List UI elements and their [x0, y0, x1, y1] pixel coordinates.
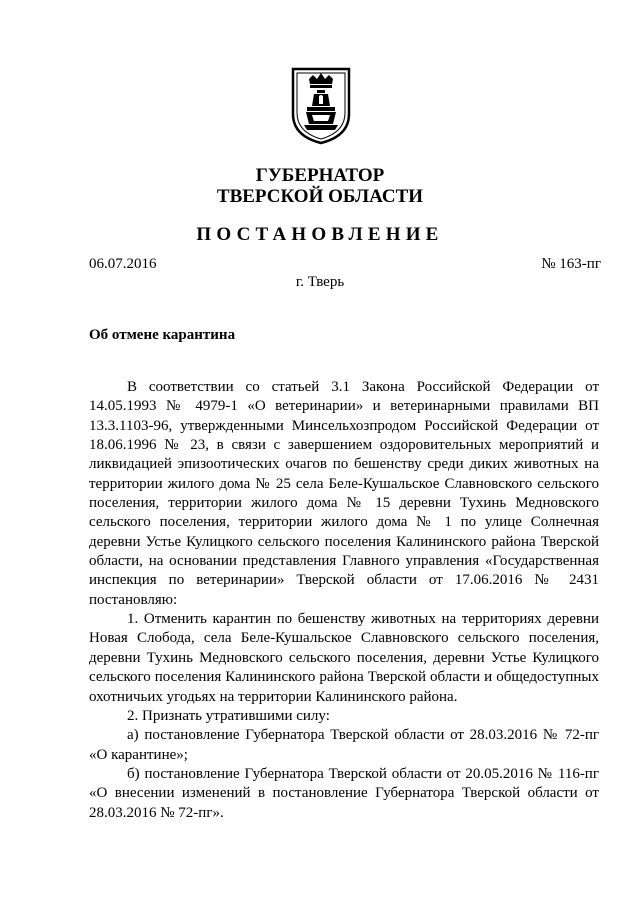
document-number: № 163-пг [541, 256, 601, 272]
document-date: 06.07.2016 [89, 256, 157, 272]
preamble-paragraph: В соответствии со статьей 3.1 Закона Российской Федерации от 14.05.1993 № 4979-1 «О ветеринарии» и ветеринарными правилами ВП 13.3.1103-96, утвержденными Минсельхозпродом Российской Федерации от 18.06.1996 № 23, в связи с завершением оздоровительных мероприятий и ликвидацией эпизоотических очагов по бешенству среди диких животных на территории жилого дома № 25 села Беле-Кушальское Славновского сельского поселения, территории жилого дома № 15 деревни Тухинь Медновского сельского поселения, территории жилого дома № 1 по улице Солнечная деревни Устье Кулицкого сельского поселения Калининского района Тверской области, на основании представления Главного управления «Государственная инспекция по ветеринарии» Тверской области от 17.06.2016 № 2431 постановляю: [89, 379, 599, 608]
region-title: ТВЕРСКОЙ ОБЛАСТИ [216, 186, 424, 207]
tver-coat-of-arms-icon [290, 66, 352, 146]
clause-1-paragraph: 1. Отменить карантин по бешенству животных на территориях деревни Новая Слобода, села Беле-Кушальское Славновского сельского поселения, деревни Тухинь Медновского сельского поселения, деревни Устье Кулицкого сельского поселения Калининского района Тверской области и общедоступных охотничьих угодьях на территории Калининского района. [89, 611, 599, 705]
document-subject: Об отмене карантина [89, 327, 236, 343]
document-body [89, 378, 599, 823]
document-city: г. Тверь [295, 274, 345, 290]
clause-2-paragraph: 2. Признать утратившими силу: [127, 707, 330, 724]
clause-2b-paragraph: б) постановление Губернатора Тверской области от 20.05.2016 № 116-пг «О внесении изменений в постановление Губернатора Тверской области от 28.03.2016 № 72-пг». [89, 765, 599, 821]
document-type: ПОСТАНОВЛЕНИЕ [196, 224, 444, 245]
governor-title: ГУБЕРНАТОР [255, 165, 385, 186]
clause-2a-paragraph: а) постановление Губернатора Тверской области от 28.03.2016 № 72-пг «О карантине»; [89, 727, 599, 763]
